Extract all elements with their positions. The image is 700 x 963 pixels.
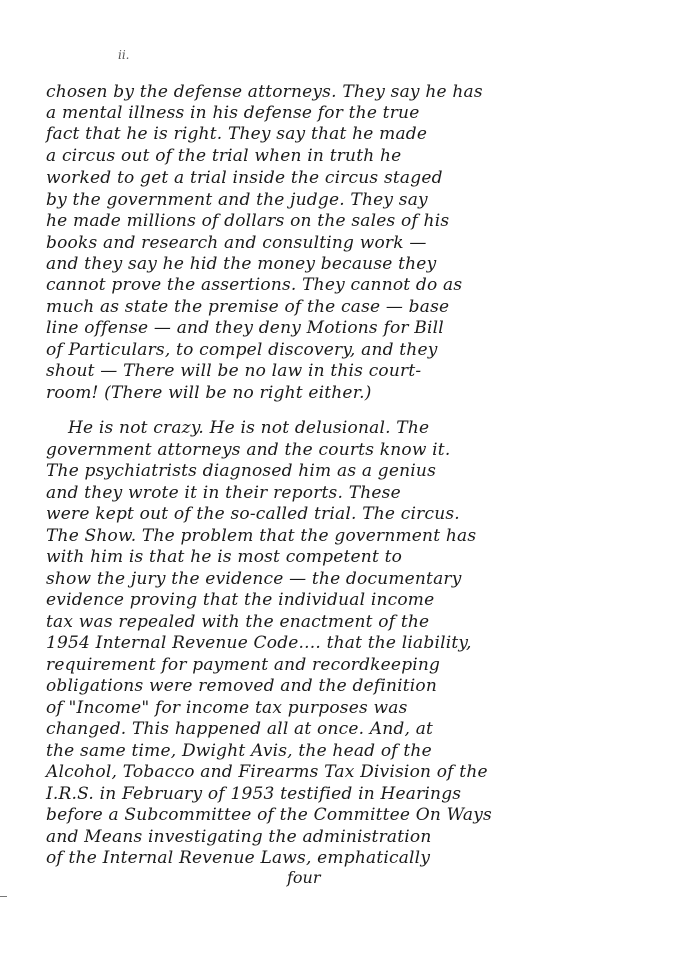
text-line: shout — There will be no law in this court-: [46, 361, 422, 381]
text-line: The Show. The problem that the government has: [46, 526, 477, 546]
text-line: tax was repealed with the enactment of the: [46, 612, 430, 632]
text-line: fact that he is right. They say that he made: [46, 124, 428, 144]
text-line: evidence proving that the individual income: [46, 590, 435, 610]
text-line: with him is that he is most competent to: [46, 547, 403, 567]
text-line: 1954 Internal Revenue Code.... that the liability,: [46, 633, 472, 653]
text-line: changed. This happened all at once. And, at: [46, 719, 434, 739]
text-line: a circus out of the trial when in truth he: [46, 146, 402, 166]
text-line: were kept out of the so-called trial. The circus.: [46, 504, 460, 524]
text-line: room! (There will be no right either.): [46, 383, 372, 403]
text-line: the same time, Dwight Avis, the head of the: [46, 741, 432, 761]
top-mark: ii.: [118, 48, 130, 62]
text-line: Alcohol, Tobacco and Firearms Tax Division of the: [46, 762, 488, 782]
text-line: he made millions of dollars on the sales of his: [46, 211, 450, 231]
text-line: requirement for payment and recordkeeping: [46, 655, 441, 675]
text-line: by the government and the judge. They say: [46, 190, 428, 210]
text-line: a mental illness in his defense for the true: [46, 103, 420, 123]
page-number: four: [287, 868, 321, 887]
text-line: and they wrote it in their reports. These: [46, 483, 401, 503]
text-line: before a Subcommittee of the Committee On Ways: [46, 805, 492, 825]
text-line: line offense — and they deny Motions for Bill: [46, 318, 444, 338]
text-line: show the jury the evidence — the documentary: [46, 569, 462, 589]
text-line: of "Income" for income tax purposes was: [46, 698, 408, 718]
text-line: and they say he hid the money because they: [46, 254, 437, 274]
text-line: books and research and consulting work —: [46, 233, 427, 253]
text-line: of the Internal Revenue Laws, emphatically: [46, 848, 431, 868]
text-line: cannot prove the assertions. They cannot do as: [46, 275, 463, 295]
text-line: chosen by the defense attorneys. They say he has: [46, 82, 483, 102]
text-line: of Particulars, to compel discovery, and they: [46, 340, 438, 360]
text-line: and Means investigating the administration: [46, 827, 432, 847]
text-line: worked to get a trial inside the circus staged: [46, 168, 443, 188]
text-line: The psychiatrists diagnosed him as a genius: [46, 461, 436, 481]
text-line: government attorneys and the courts know it.: [46, 440, 451, 460]
text-line: I.R.S. in February of 1953 testified in Hearings: [46, 784, 462, 804]
margin-tick: [0, 896, 7, 897]
text-line: much as state the premise of the case — base: [46, 297, 450, 317]
text-line: obligations were removed and the definition: [46, 676, 438, 696]
text-line: He is not crazy. He is not delusional. The: [68, 418, 430, 438]
